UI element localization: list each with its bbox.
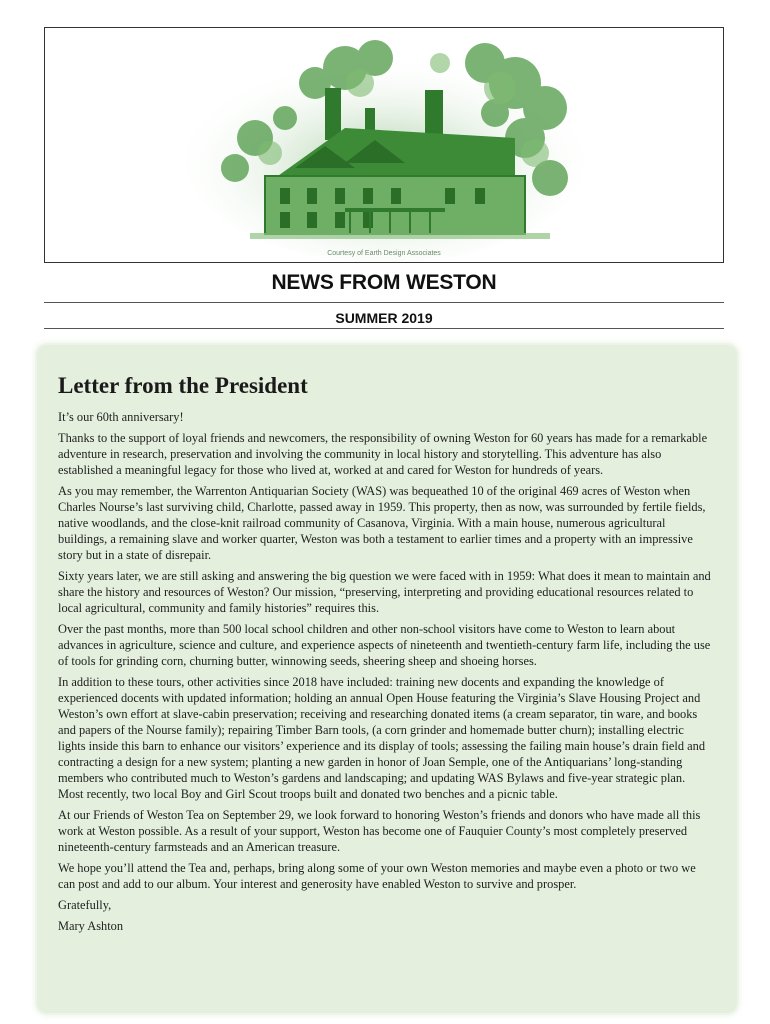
newsletter-title: NEWS FROM WESTON xyxy=(271,271,497,294)
letter-paragraph: Sixty years later, we are still asking and answering the big question we were faced with in 1959: What does it mean to maintain and share the history and resources of Weston? Our mission, “preserving, interpreting and providing educational resources related to local agricultural, community and family histories” requires this. xyxy=(58,569,711,615)
title-rule-bottom xyxy=(44,328,724,329)
letter-paragraph: Thanks to the support of loyal friends and newcomers, the responsibility of owning Weston for 60 years has made for a remarkable adventure in research, preservation and involving the community in local history and storytelling. This adventure has also established a meaningful legacy for those who lived at, worked at and cared for Weston for hundreds of years. xyxy=(58,431,708,477)
letter-paragraph: We hope you’ll attend the Tea and, perhaps, bring along some of your own Weston memories and maybe even a photo or two we can post and add to our album. Your interest and generosity have enabled Weston to survive and prosper. xyxy=(58,861,696,891)
header-illustration xyxy=(44,27,724,263)
president-letter xyxy=(58,373,713,939)
title-rule-top xyxy=(44,302,724,303)
letter-paragraph: At our Friends of Weston Tea on September 29, we look forward to honoring Weston’s friends and donors who have made all this work at Weston possible. As a result of your support, Weston has become one of Fauquier County’s most completely preserved nineteenth-century farmsteads and an American treasure. xyxy=(58,808,701,854)
letter-paragraph: In addition to these tours, other activities since 2018 have included: training new docents and expanding the knowledge of experienced docents with updated information; holding an annual Open House featuring the Virginia’s Slave Housing Project and Weston’s own effort at slave-cabin preservation; receiving and researching donated items (a cream separator, tin ware, and books and papers of the Nourse family); repairing Timber Barn tools, (a corn grinder and homemade butter churn); installing electric lights inside this barn to enhance our visitors’ experience and its display of tools; assessing the failing main house’s drain field and contracting a design for a new system; planting a new garden in honor of Joan Semple, one of the Antiquarians’ long-standing members who contributed much to Weston’s gardens and landscaping; and updating WAS Bylaws and five-year strategic plan. Most recently, two local Boy and Girl Scout troops built and donated two benches and a picnic table. xyxy=(58,675,706,801)
letter-paragraph: As you may remember, the Warrenton Antiquarian Society (WAS) was bequeathed 10 of the original 469 acres of Weston when Charles Nourse’s last surviving child, Charlotte, passed away in 1959. This property, then as now, was surrounded by fertile fields, native woodlands, and the close-knit railroad community of Casanova, Virginia. With a main house, numerous agricultural buildings, a remaining slave and worker quarter, Weston was both a testament to earlier times and a property with an impressive story but in a state of disrepair. xyxy=(58,484,706,562)
letter-paragraph: Over the past months, more than 500 local school children and other non-school visitors have come to Weston to learn about advances in agriculture, science and culture, and experience aspects of nineteenth and twentieth-century farm life, including the use of tools for grinding corn, churning butter, winnowing seeds, sheering sheep and shoeing horses. xyxy=(58,622,711,668)
letter-signature: Mary Ashton xyxy=(58,919,124,933)
issue-label: SUMMER 2019 xyxy=(335,310,433,326)
letter-heading: Letter from the President xyxy=(58,373,308,398)
weston-house-illustration xyxy=(45,28,724,263)
letter-closing: Gratefully, xyxy=(58,898,112,912)
letter-paragraph: It’s our 60th anniversary! xyxy=(58,410,184,424)
photo-credit: Courtesy of Earth Design Associates xyxy=(327,250,441,257)
